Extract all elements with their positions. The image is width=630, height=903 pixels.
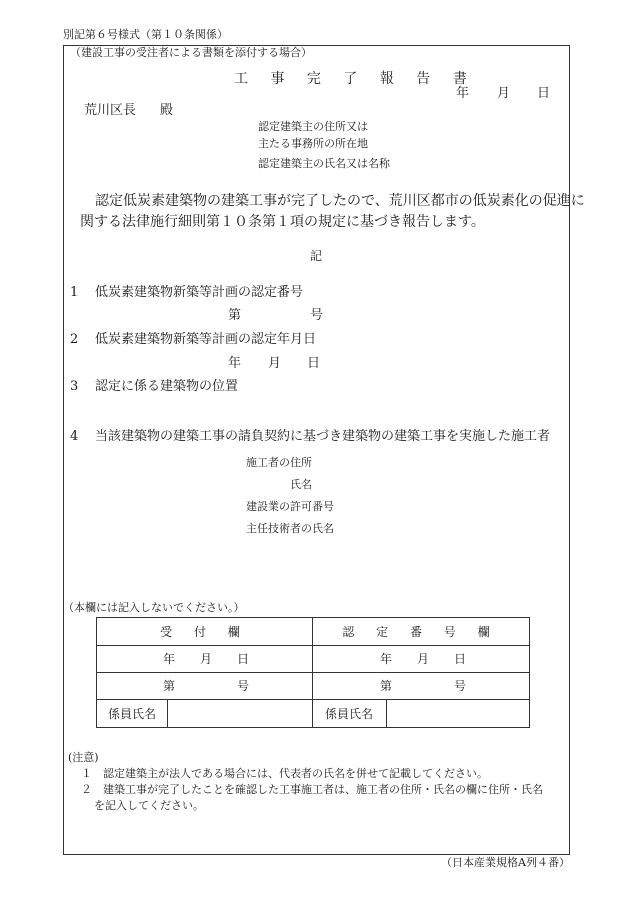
reception-staff-label: 係員氏名 <box>107 706 156 721</box>
applicant-address-label-1: 認定建築主の住所又は <box>258 120 368 133</box>
date-day: 日 <box>537 86 551 101</box>
date-month: 月 <box>497 86 511 101</box>
contractor-address-label: 施工者の住所 <box>246 456 312 469</box>
table-divider <box>386 699 387 727</box>
table-divider <box>97 672 529 673</box>
contractor-engineer-label: 主任技術者の氏名 <box>246 522 334 535</box>
item-1-go: 号 <box>310 308 324 323</box>
reception-year: 年 <box>163 652 176 666</box>
item-4-label: 当該建築物の建築工事の請負契約に基づき建築物の建築工事を実施した施工者 <box>95 429 551 444</box>
item-2-year: 年 <box>228 356 242 371</box>
reception-month: 月 <box>200 652 213 666</box>
note-2-line-2: を記入してください。 <box>94 799 204 812</box>
item-2-label: 低炭素建築物新築等計画の認定年月日 <box>95 332 317 347</box>
reception-header: 受 付 欄 <box>160 625 249 639</box>
item-1-label: 低炭素建築物新築等計画の認定番号 <box>95 285 304 300</box>
item-1-number: 1 <box>70 285 79 300</box>
reception-dai: 第 <box>163 679 176 693</box>
certification-dai: 第 <box>380 679 393 693</box>
body-line-2: 関する法律施行細則第１０条第１項の規定に基づき報告します。 <box>80 214 485 230</box>
note-1: １ 認定建築主が法人である場合には、代表者の氏名を併せて記載してください。 <box>81 767 488 780</box>
notes-title: (注意) <box>68 751 99 764</box>
certification-staff-label: 係員氏名 <box>324 706 373 721</box>
item-2-month: 月 <box>268 356 282 371</box>
item-3-number: 3 <box>70 379 79 394</box>
certification-number-header: 認 定 番 号 欄 <box>342 625 499 639</box>
addressee-honorific: 殿 <box>160 103 174 118</box>
applicant-address-label-2: 主たる事務所の所在地 <box>258 137 368 150</box>
reception-go: 号 <box>237 679 250 693</box>
certification-year: 年 <box>380 652 393 666</box>
certification-day: 日 <box>454 652 467 666</box>
reception-note: （本欄には記入しないでください。） <box>63 601 245 614</box>
form-condition: （建設工事の受注者による書類を添付する場合） <box>70 46 312 59</box>
contractor-name-label: 氏名 <box>290 478 312 491</box>
certification-month: 月 <box>417 652 430 666</box>
addressee-name: 荒川区長 <box>84 103 137 118</box>
applicant-name-label: 認定建築主の氏名又は名称 <box>258 157 390 170</box>
form-title: 工 事 完 了 報 告 書 <box>234 71 476 87</box>
footer-paper-size: （日本産業規格A列４番） <box>441 856 570 869</box>
date-year: 年 <box>456 86 470 101</box>
table-divider <box>167 699 168 727</box>
form-number: 別記第６号様式（第１０条関係） <box>63 28 228 41</box>
item-2-day: 日 <box>307 356 321 371</box>
certification-go: 号 <box>454 679 467 693</box>
item-1-dai: 第 <box>228 308 242 323</box>
contractor-permit-label: 建設業の許可番号 <box>246 500 334 513</box>
item-2-number: 2 <box>70 332 79 347</box>
reception-day: 日 <box>237 652 250 666</box>
ki-heading: 記 <box>310 249 323 263</box>
body-line-1: 認定低炭素建築物の建築工事が完了したので、荒川区都市の低炭素化の促進に <box>95 193 585 209</box>
table-divider <box>97 645 529 646</box>
item-4-number: 4 <box>70 429 79 444</box>
reception-table <box>96 617 530 728</box>
item-3-label: 認定に係る建築物の位置 <box>95 379 239 394</box>
note-2-line-1: ２ 建築工事が完了したことを確認した工事施工者は、施工者の住所・氏名の欄に住所・氏名 <box>81 783 543 796</box>
